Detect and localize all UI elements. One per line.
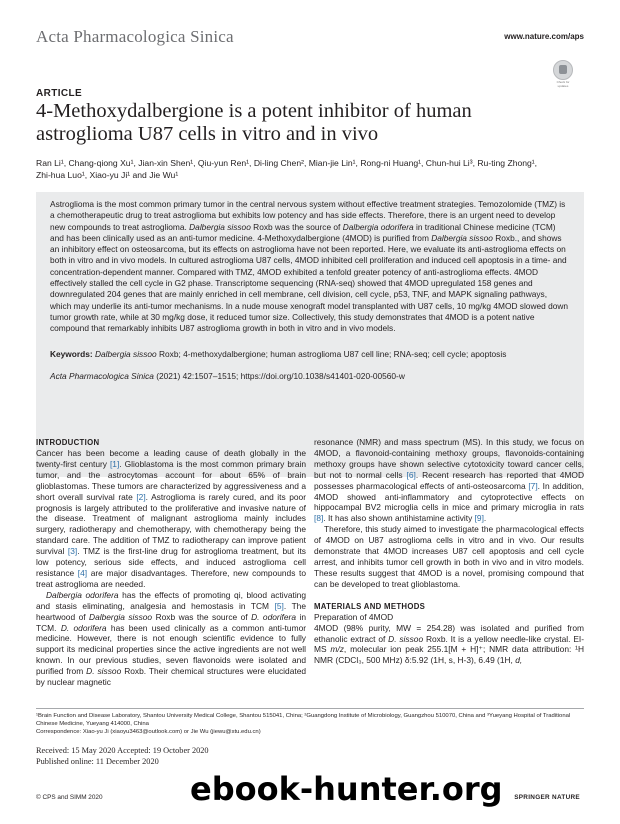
section-heading-methods: MATERIALS AND METHODS <box>314 601 426 611</box>
intro-paragraph-3: resonance (NMR) and mass spectrum (MS). In this study, we focus on 4MOD, a flavonoid-containing methoxy groups, flavonoids-containing methoxy groups have shown selective cytotoxicity toward cancer cells, but not to normal cells [6]. Recent research has reported that 4MOD possesses pharmacological effects of anti-osteosarcoma [7]. In addition, 4MOD showed anti-inflammatory and cytoprotective effects on hippocampal BV2 microglia cells in mice and primary microglia in rats [8]. It has also shown antihistamine activity [9]. <box>314 437 585 524</box>
ref-link[interactable]: [7] <box>528 480 538 491</box>
badge-caption: Check for updates <box>556 80 570 88</box>
subsection-heading: Preparation of 4MOD <box>314 611 394 622</box>
ref-link[interactable]: [4] <box>77 567 88 578</box>
article-type-label: ARTICLE <box>36 88 83 99</box>
publisher-logo: SPRINGER NATURE <box>514 794 580 801</box>
section-heading-introduction: INTRODUCTION <box>36 438 100 447</box>
left-column <box>36 437 306 688</box>
right-column <box>314 437 584 666</box>
footnote-divider <box>36 708 584 709</box>
ref-link[interactable]: [2] <box>136 491 146 502</box>
ref-link[interactable]: [1] <box>109 458 120 469</box>
affiliations: ¹Brain Function and Disease Laboratory, Shantou University Medical College, Shantou 515041, China; ²Guangdong Institute of Microbiology, Guangzhou 510070, China and ³Yueyang Hospital of Traditional Chinese Medicine, Yueyang 414000, China <box>36 713 571 728</box>
check-updates-icon <box>553 60 573 80</box>
watermark: ebook-hunter.org <box>190 770 503 808</box>
intro-paragraph-4: Therefore, this study aimed to investigate the pharmacological effects of 4MOD on U87 astroglioma cells in vitro and in vivo. Our results demonstrate that 4MOD increases U87 cell apoptosis and cell cycle arrest, and inhibits tumor cell growth in both in vivo and in vitro models. These results suggest that 4MOD is a novel, promising compound that can be developed to treat glioblastoma. <box>314 524 584 589</box>
journal-name: Acta Pharmacologica Sinica <box>36 27 234 46</box>
keywords: Keywords: Dalbergia sissoo Roxb; 4-methoxydalbergione; human astroglioma U87 cell line; RNA-seq; cell cycle; apoptosis <box>50 348 507 359</box>
published-online: Published online: 11 December 2020 <box>36 756 159 766</box>
citation-line: Acta Pharmacologica Sinica (2021) 42:1507–1515; https://doi.org/10.1038/s41401-020-00560-w <box>50 370 405 381</box>
methods-paragraph-1: 4MOD (98% purity, MW = 254.28) was isolated and purified from ethanolic extract of D. sissoo Roxb. It is a yellow needle-like crystal. EI-MS m/z, molecular ion peak 255.1[M + H]⁺; NMR data attribution: ¹H NMR (CDCl₃, 500 MHz) δ:5.92 (1H, s, H-3), 6.49 (1H, d, <box>314 622 585 666</box>
ref-link[interactable]: [9] <box>474 513 484 524</box>
authors-line-2: Zhi-hua Luo¹, Xiao-yu Ji¹ and Jie Wu¹ <box>36 170 179 180</box>
abstract-box <box>36 192 584 477</box>
ref-link[interactable]: [6] <box>406 469 416 480</box>
abstract-text: Astroglioma is the most common primary tumor in the central nervous system without effective treatment strategies. Temozolomide (TMZ) is a chemotherapeutic drug to treat astroglioma but exhibits low potency and has side effects. Therefore, there is an urgent need to develop new compounds to treat astroglioma. Dalbergia sissoo Roxb was the source of Dalbergia odorifera in traditional Chinese medicine (TCM) and has been clinically used as an anti-tumor medicine. 4-Methoxydalbergione (4MOD) is purified from Dalbergia sissoo Roxb., and shows an inhibitory effect on osteosarcoma, but its effects on astroglioma have not been reported. Here, we evaluate its anti-astroglioma effects on both in vitro and in vivo models. In cultured astroglioma U87 cells, 4MOD inhibited cell proliferation and induced cell apoptosis in a time- and concentration-dependent manner. Compared with TMZ, 4MOD exhibited a tenfold greater potency of anti-astroglioma effects. 4MOD effectively stalled the cell cycle in G2 phase. Transcriptome sequencing (RNA-seq) showed that 4MOD upregulated 158 genes and downregulated 204 genes that are mainly enriched in cell membrane, cell division, cell cycle, p53, TNF, and MAPK signaling pathways, which may underlie its anti-tumor mechanisms. In a nude mouse xenograft model transplanted with U87 cells, 10 mg/kg 4MOD slowed down tumor growth rate, while at 30 mg/kg dose, it reduced tumor size. Collectively, this study demonstrates that 4MOD is a potent native compound that remarkably inhibits U87 astroglioma growth in both in vitro and in vivo models. <box>50 199 569 334</box>
ref-link[interactable]: [3] <box>67 546 78 557</box>
ref-link[interactable]: [5] <box>274 600 284 611</box>
footnotes <box>36 712 584 737</box>
article-dates <box>36 746 209 767</box>
copyright: © CPS and SIMM 2020 <box>36 794 103 801</box>
journal-url[interactable]: www.nature.com/aps <box>504 32 584 41</box>
author-list <box>36 157 584 181</box>
intro-paragraph-1: Cancer has been become a leading cause of death globally in the twenty-first century [1]. Glioblastoma is the most common primary brain tumor, and the astrocytomas account for about 65% of brain glioblastomas. These tumors are characterized by aggressiveness and a short overall survival rate [2]. Astroglioma is rarely cured, and its poor prognosis is largely attributed to the proliferative and invasive nature of the disease. Treatment of malignant astroglioma mainly includes surgery, radiotherapy and chemotherapy, with chemotherapy being the standard care. The addition of TMZ to radiotherapy can improve patient survival [3]. TMZ is the first-line drug for astroglioma treatment, but its low potency, serious side effects, and induced astroglioma cell resistance [4] are major disadvantages. Therefore, new compounds to treat astroglioma are needed. <box>36 448 307 589</box>
received-accepted: Received: 15 May 2020 Accepted: 19 October 2020 <box>36 746 209 755</box>
ref-link[interactable]: [8] <box>314 513 324 524</box>
correspondence: Correspondence: Xiao-yu Ji (xiaoyu3463@outlook.com) or Jie Wu (jiewu@stu.edu.cn) <box>36 729 261 736</box>
authors-line-1: Ran Li¹, Chang-qiong Xu¹, Jian-xin Shen¹, Qiu-yun Ren¹, Di-ling Chen², Mian-jie Lin¹, Rong-ni Huang¹, Chun-hui Li³, Ru-ting Zhong¹, <box>36 158 538 168</box>
intro-paragraph-2: Dalbergia odorifera has the effects of promoting qi, blood activating and stasis eliminating, analgesia and hemostasis in TCM [5]. The heartwood of Dalbergia sissoo Roxb was the source of D. odorifera in TCM. D. odorifera has been used clinically as a common anti-tumor medicine. However, there is not enough scientific evidence to fully support its medicinal properties since the active ingredients are not well known. In our previous studies, seven flavonoids were isolated and purified from D. sissoo Roxb. Their chemical structures were elucidated by nuclear magnetic <box>36 589 307 688</box>
check-for-updates-badge[interactable] <box>552 60 574 86</box>
article-title: 4-Methoxydalbergione is a potent inhibitor of human astroglioma U87 cells in vitro and in vivo <box>36 100 472 145</box>
